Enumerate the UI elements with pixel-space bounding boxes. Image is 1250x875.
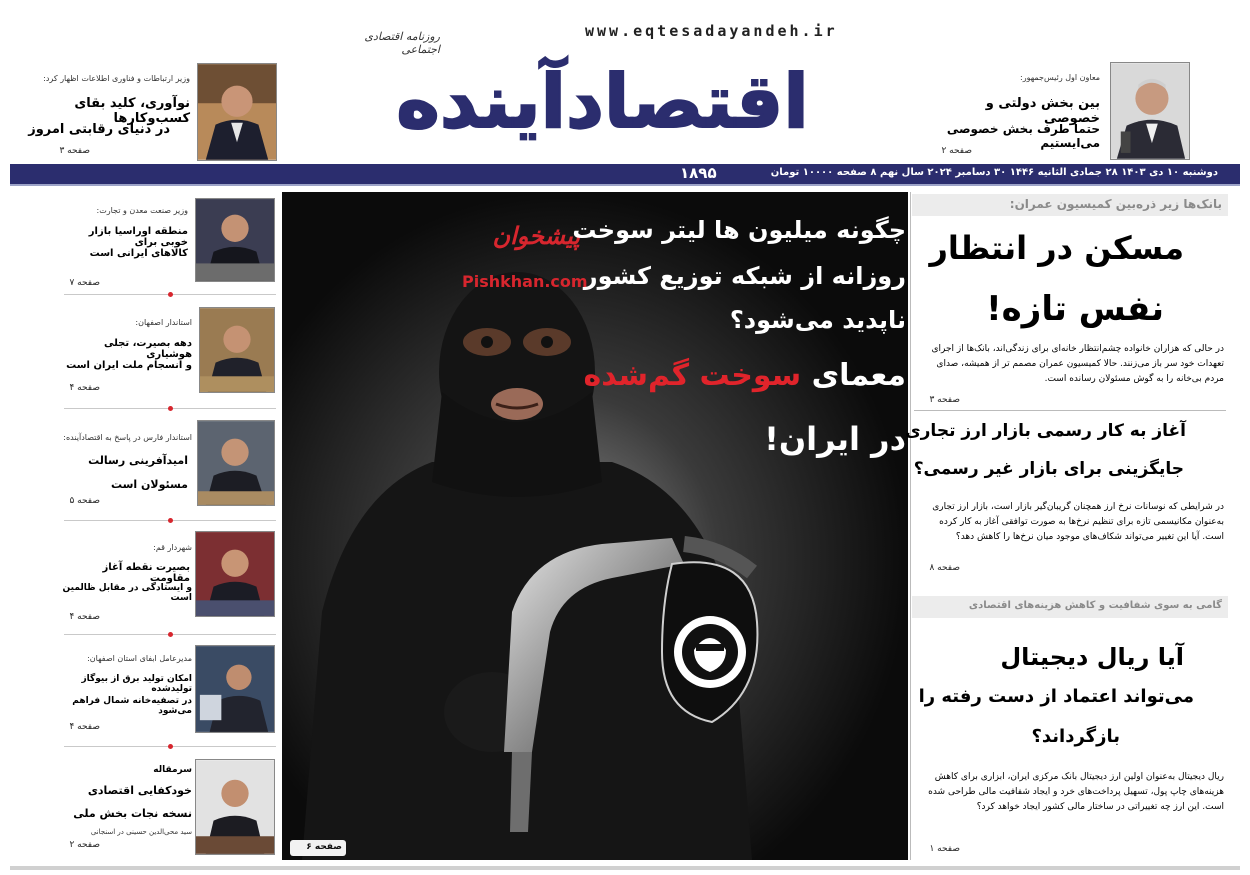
- center-headline-3[interactable]: ناپدید می‌شود؟: [729, 306, 906, 334]
- editorial-headline-1[interactable]: خودکفایی اقتصادی: [87, 784, 192, 797]
- top-left-headline-1[interactable]: نوآوری، کلید بقای کسب‌وکارها: [74, 96, 190, 126]
- left-kicker-4: شهردار قم:: [153, 543, 192, 552]
- center-page: صفحه ۶: [306, 842, 342, 852]
- left-headline-4a[interactable]: بصیرت نقطه آغاز مقاومت: [102, 562, 190, 584]
- minister-photo: [197, 63, 277, 161]
- left-page-1: صفحه ۷: [69, 278, 100, 288]
- left-photo-4: [195, 531, 275, 617]
- right-title-3a[interactable]: آیا ریال دیجیتال: [1000, 643, 1184, 671]
- right-page-1: صفحه ۳: [929, 395, 960, 405]
- right-page-2: صفحه ۸: [929, 563, 960, 573]
- right-kicker-1: بانک‌ها زیر ذره‌بین کمیسیون عمران:: [1009, 197, 1222, 211]
- right-body-3: ریال دیجیتال به‌عنوان اولین ارز دیجیتال بانک مرکزی ایران، ابزاری برای کاهش هزینه‌های چاپ پول، تسهیل پرداخت‌های خرد و ایجاد شفافیت مالی طراحی شده است. این ارز چه تغییراتی در ساختار مالی کشور ایجاد خواهد کرد؟: [928, 772, 1224, 812]
- issue-number: ۱۸۹۵: [680, 164, 717, 182]
- left-headline-2b[interactable]: و انسجام ملت ایران است: [66, 360, 192, 371]
- center-feature[interactable]: [282, 192, 908, 860]
- right-body-2: در شرایطی که نوسانات نرخ ارز همچنان گریبان‌گیر بازار است، بازار ارز تجاری به‌عنوان مکانیسمی تازه برای تنظیم نرخ‌ها به صورت توافقی آغاز به کار کرده است. آیا این تغییر می‌تواند شکاف‌های موجود میان نرخ‌ها را کاهش دهد؟: [932, 502, 1224, 542]
- top-left-headline-2[interactable]: در دنیای رقابتی امروز: [28, 122, 170, 137]
- right-title-1a[interactable]: مسکن در انتظار: [929, 229, 1184, 267]
- editorial-headline-2[interactable]: نسخه نجات بخش ملی: [73, 807, 192, 820]
- left-photo-2: [199, 307, 275, 393]
- left-headline-5a[interactable]: امکان تولید برق از بیوگاز تولیدشده: [81, 674, 192, 694]
- watermark-fa: پیشخوان: [492, 222, 580, 250]
- center-headline-1[interactable]: چگونه میلیون ها لیتر سوخت: [572, 216, 906, 244]
- left-separator-4: [64, 634, 276, 635]
- left-kicker-5: مدیرعامل ابفای استان اصفهان:: [87, 654, 192, 663]
- left-headline-3b[interactable]: مسئولان است: [110, 478, 188, 491]
- left-headline-4b[interactable]: و ایستادگی در مقابل ظالمین است: [62, 583, 192, 603]
- right-title-3b[interactable]: می‌تواند اعتماد از دست رفته را: [918, 686, 1194, 707]
- right-title-1b[interactable]: نفس تازه!: [986, 289, 1164, 329]
- masthead-subtitle: روزنامه اقتصادی اجتماعی: [364, 30, 440, 56]
- left-kicker-3: استاندار فارس در پاسخ به اقتصادآینده:: [63, 433, 192, 442]
- right-column-divider: [910, 192, 911, 860]
- left-page-2: صفحه ۴: [69, 383, 100, 393]
- left-separator-3: [64, 520, 276, 521]
- left-photo-1: [195, 198, 275, 282]
- center-headline-4[interactable]: [583, 358, 906, 393]
- site-url[interactable]: www.eqtesadayandeh.ir: [585, 22, 838, 40]
- center-headline-4-text: معمای: [801, 358, 906, 393]
- editorial-kicker: سرمقاله: [153, 765, 192, 775]
- left-kicker-1: وزیر صنعت معدن و تجارت:: [96, 206, 188, 215]
- right-title-2b[interactable]: جایگزینی برای بازار غیر رسمی؟: [913, 459, 1184, 479]
- editorial-page: صفحه ۲: [69, 840, 100, 850]
- left-page-4: صفحه ۴: [69, 612, 100, 622]
- editorial-author: سید محی‌الدین حسینی در اسنجانی: [90, 828, 192, 836]
- right-separator-1: [914, 410, 1226, 411]
- left-photo-5: [195, 645, 275, 733]
- left-separator-1: [64, 294, 276, 295]
- bottom-rule: [10, 866, 1240, 870]
- right-title-3c[interactable]: بازگرداند؟: [1031, 726, 1120, 747]
- watermark-en: Pishkhan.com: [462, 272, 588, 291]
- center-headline-4-red: سوخت گم‌شده: [583, 358, 802, 393]
- top-right-headline-2[interactable]: حتما طرف بخش خصوصی می‌ایستیم: [946, 122, 1100, 150]
- left-page-5: صفحه ۴: [69, 722, 100, 732]
- top-right-page: صفحه ۲: [941, 146, 972, 156]
- top-right-headline-1[interactable]: بین بخش دولتی و خصوصی: [985, 96, 1100, 126]
- left-page-3: صفحه ۵: [69, 496, 100, 506]
- center-headline-5[interactable]: در ایران!: [764, 420, 906, 458]
- left-photo-6: [195, 759, 275, 855]
- date-line: دوشنبه ۱۰ دی ۱۴۰۳ ۲۸ جمادی الثانیه ۱۴۴۶ ۳۰ دسامبر ۲۰۲۴ سال نهم ۸ صفحه ۱۰۰۰۰ تومان: [770, 167, 1218, 178]
- right-body-1: در حالی که هزاران خانواده چشم‌انتظار خانه‌ای برای زندگی‌اند، بانک‌ها از اجرای تعهدات خود سر باز می‌زنند. حالا کمیسیون عمران مصمم تر از همیشه، صدای مردم بی‌خانه را به گوش مسئولان رسانده است.: [931, 344, 1224, 384]
- left-headline-1a[interactable]: منطقه اوراسیا بازار خوبی برای: [88, 226, 188, 248]
- top-left-kicker: وزیر ارتباطات و فناوری اطلاعات اظهار کرد:: [43, 74, 190, 83]
- left-headline-3a[interactable]: امیدآفرینی رسالت: [88, 454, 188, 467]
- left-kicker-2: استاندار اصفهان:: [135, 318, 192, 327]
- center-headline-2[interactable]: روزانه از شبکه توزیع کشور: [583, 262, 906, 290]
- right-title-2a[interactable]: آغاز به کار رسمی بازار ارز تجاری: [905, 421, 1186, 441]
- left-photo-3: [197, 420, 275, 506]
- top-right-kicker: معاون اول رئیس‌جمهور:: [1020, 73, 1100, 82]
- right-kicker-3: گامی به سوی شفافیت و کاهش هزینه‌های اقتصادی: [968, 600, 1222, 611]
- left-headline-1b[interactable]: کالاهای ایرانی است: [89, 248, 188, 259]
- left-headline-5b[interactable]: در تصفیه‌خانه شمال فراهم می‌شود: [72, 696, 192, 716]
- masthead-logo: اقتصادآینده: [396, 59, 809, 145]
- right-page-3: صفحه ۱: [929, 844, 960, 854]
- left-separator-5: [64, 746, 276, 747]
- masked-man-illustration: [282, 192, 908, 860]
- left-separator-2: [64, 408, 276, 409]
- left-headline-2a[interactable]: دهه بصیرت، تجلی هوشیاری: [103, 338, 192, 360]
- top-left-page: صفحه ۳: [59, 146, 90, 156]
- vice-president-photo: [1110, 62, 1190, 160]
